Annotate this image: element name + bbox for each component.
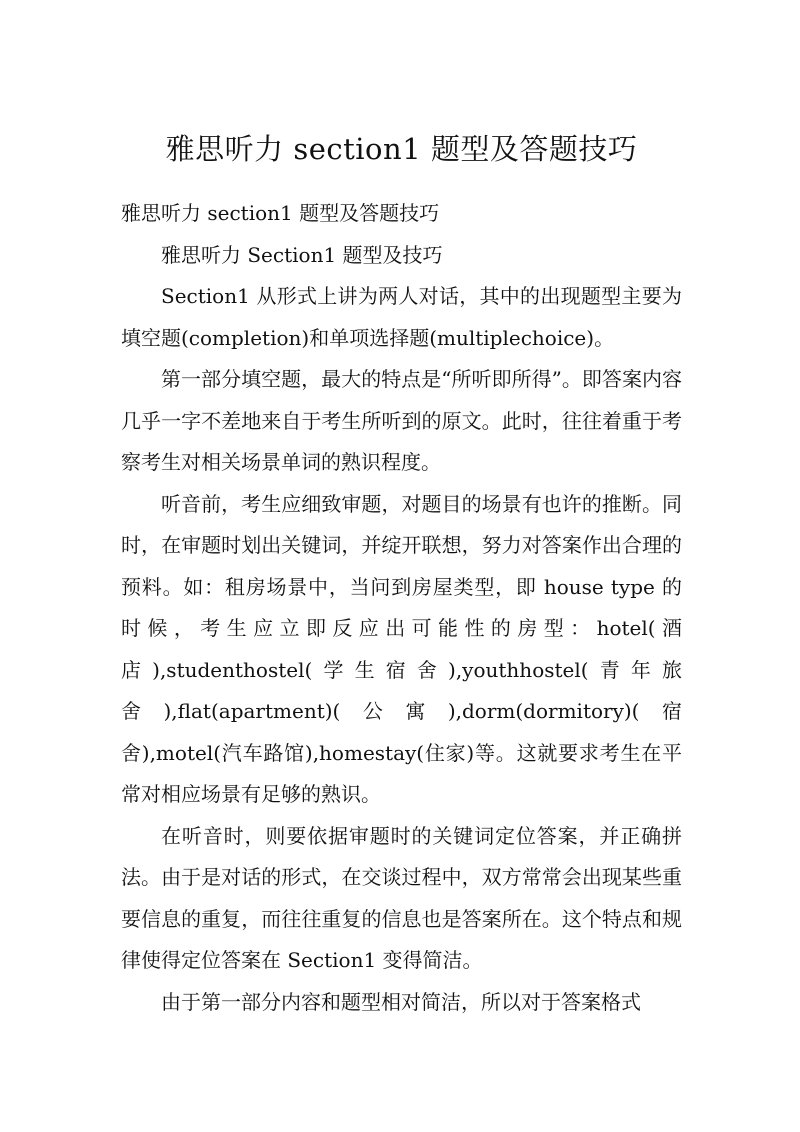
paragraph-completion-feature: 第一部分填空题，最大的特点是“所听即所得”。即答案内容几乎一字不差地来自于考生所听到的原文。此时，往往着重于考察考生对相关场景单词的熟识程度。 xyxy=(121,367,682,474)
paragraph-section1-form: Section1 从形式上讲为两人对话，其中的出现题型主要为填空题(completion)和单项选择题(multiplechoice)。 xyxy=(121,284,682,350)
paragraph-while-listening: 在听音时，则要依据审题时的关键词定位答案，并正确拼法。由于是对话的形式，在交谈过程中，双方常常会出现某些重要信息的重复，而往往重复的信息也是答案所在。这个特点和规律使得定位答案在 Section1 变得简洁。 xyxy=(121,823,682,972)
paragraph-answer-format: 由于第一部分内容和题型相对简洁，所以对于答案格式 xyxy=(161,989,641,1014)
paragraph-subtitle: 雅思听力 Section1 题型及技巧 xyxy=(161,242,443,267)
paragraph-before-listening: 听音前，考生应细致审题，对题目的场景有也许的推断。同时，在审题时划出关键词，并绽开联想，努力对答案作出合理的预料。如：租房场景中，当问到房屋类型，即 house type 的时候，考生应立即反应出可能性的房型：hotel(酒店),studenthostel(学生宿舍),youthhostel(青年旅舍),flat(apartment)(公寓),dorm(dormitory)(宿舍),motel(汽车路馆),homestay(住家)等。这就要求考生在平常对相应场景有足够的熟识。 xyxy=(121,491,682,806)
document-title: 雅思听力 section1 题型及答题技巧 xyxy=(165,132,638,166)
paragraph-heading-repeat: 雅思听力 section1 题型及答题技巧 xyxy=(121,201,440,225)
document-body xyxy=(121,193,682,1023)
